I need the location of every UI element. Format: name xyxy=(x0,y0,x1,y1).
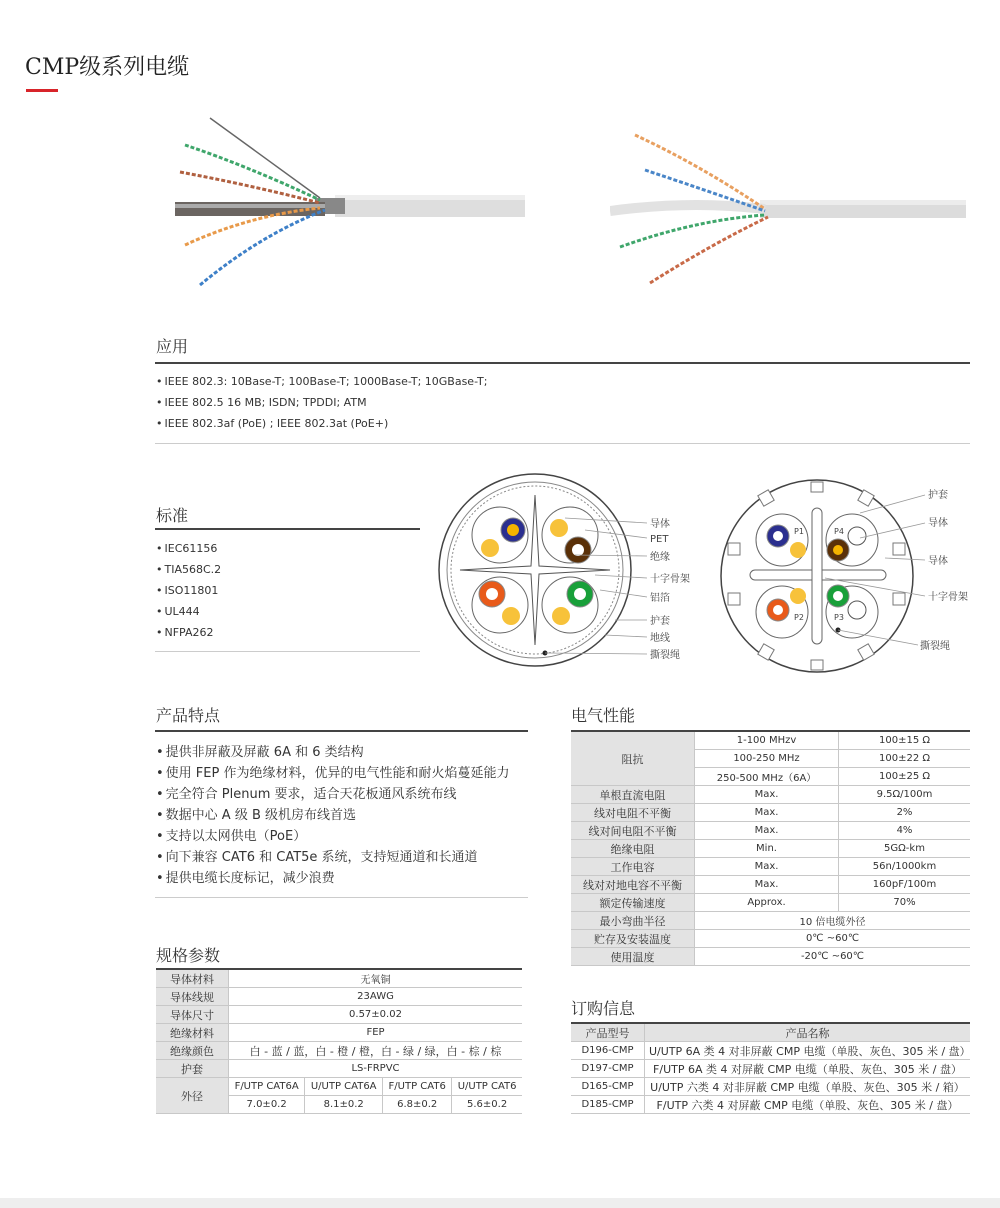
od-value: 5.6±0.2 xyxy=(452,1096,522,1114)
list-item: • IEEE 802.3: 10Base-T; 100Base-T; 1000Base-T; 10GBase-T; xyxy=(156,371,487,392)
list-item: • UL444 xyxy=(156,601,221,622)
spec-value: FEP xyxy=(229,1024,523,1042)
ordering-title: 订购信息 xyxy=(571,999,636,1018)
od-type: U/UTP CAT6 xyxy=(452,1078,522,1096)
diagram-label: 导体 xyxy=(928,518,948,529)
ordering-name: U/UTP 6A 类 4 对非屏蔽 CMP 电缆（单股、灰色、305 米 / 盘） xyxy=(645,1042,971,1060)
diagram-label: 撕裂绳 xyxy=(650,650,680,661)
standards-bottom-rule xyxy=(155,651,420,652)
ordering-model: D165-CMP xyxy=(571,1078,645,1096)
diagram-label: 导体 xyxy=(928,556,948,567)
electrical-qualifier: Max. xyxy=(695,786,839,804)
electrical-value: 2% xyxy=(839,804,971,822)
ordering-name: U/UTP 六类 4 对非屏蔽 CMP 电缆（单股、灰色、305 米 / 箱） xyxy=(645,1078,971,1096)
pair-label: P1 xyxy=(794,527,804,536)
table-row xyxy=(571,1096,970,1114)
table-row xyxy=(571,1060,970,1078)
electrical-title: 电气性能 xyxy=(571,706,636,725)
features-title: 产品特点 xyxy=(156,706,221,725)
pair-label: P4 xyxy=(834,527,844,536)
application-rule xyxy=(155,362,970,364)
shielded-cable-image xyxy=(165,110,530,295)
list-item: • 数据中心 A 级 B 级机房布线首选 xyxy=(156,805,509,826)
electrical-value: 5GΩ-km xyxy=(839,840,971,858)
spec-value: 23AWG xyxy=(229,988,523,1006)
spec-value: 白 - 蓝 / 蓝，白 - 橙 / 橙，白 - 绿 / 绿，白 - 棕 / 棕 xyxy=(229,1042,523,1060)
list-item: • 提供电缆长度标记，减少浪费 xyxy=(156,868,509,889)
electrical-value: 10 倍电缆外径 xyxy=(695,912,971,930)
list-item: • ISO11801 xyxy=(156,580,221,601)
shielded-cross-section-diagram xyxy=(435,470,695,675)
spec-label: 导体线规 xyxy=(156,988,229,1006)
features-bottom-rule xyxy=(155,897,528,898)
list-item: • NFPA262 xyxy=(156,622,221,643)
pair-label: P2 xyxy=(794,613,804,622)
standards-title: 标准 xyxy=(156,506,189,525)
od-value: 6.8±0.2 xyxy=(383,1096,452,1114)
spec-value: LS-FRPVC xyxy=(229,1060,523,1078)
ordering-model: D185-CMP xyxy=(571,1096,645,1114)
electrical-label: 阻抗 xyxy=(571,731,695,786)
diagram-label: 撕裂绳 xyxy=(920,641,950,652)
electrical-value: 160pF/100m xyxy=(839,876,971,894)
electrical-qualifier: Max. xyxy=(695,804,839,822)
spec-label: 护套 xyxy=(156,1060,229,1078)
specs-title: 规格参数 xyxy=(156,946,221,965)
spec-value: 0.57±0.02 xyxy=(229,1006,523,1024)
unshielded-cable-image xyxy=(610,125,970,285)
title-underline xyxy=(26,89,58,92)
ordering-table xyxy=(571,1022,970,1114)
list-item: • 使用 FEP 作为绝缘材料，优异的电气性能和耐火焰蔓延能力 xyxy=(156,763,509,784)
list-item: • IEEE 802.3af (PoE) ; IEEE 802.3at (PoE+) xyxy=(156,413,487,434)
diagram-label: 十字骨架 xyxy=(928,592,968,603)
list-item: • 支持以太网供电（PoE） xyxy=(156,826,509,847)
electrical-label: 线对间电阻不平衡 xyxy=(571,822,695,840)
electrical-value: 0℃ ~60℃ xyxy=(695,930,971,948)
od-value: 7.0±0.2 xyxy=(229,1096,305,1114)
diagram-label: 绝缘 xyxy=(650,552,670,563)
ordering-name: F/UTP 6A 类 4 对屏蔽 CMP 电缆（单股、灰色、305 米 / 盘） xyxy=(645,1060,971,1078)
specs-table xyxy=(156,968,522,1114)
electrical-label: 贮存及安装温度 xyxy=(571,930,695,948)
diagram-label: 十字骨架 xyxy=(650,574,690,585)
electrical-value: 70% xyxy=(839,894,971,912)
diagram-label: 护套 xyxy=(928,490,948,501)
spec-label: 外径 xyxy=(156,1078,229,1114)
electrical-label: 单根直流电阻 xyxy=(571,786,695,804)
spec-label: 导体材料 xyxy=(156,969,229,988)
ordering-header: 产品名称 xyxy=(645,1023,971,1042)
application-title: 应用 xyxy=(156,337,189,356)
od-type: U/UTP CAT6A xyxy=(305,1078,383,1096)
page-title: CMP级系列电缆 xyxy=(25,55,190,80)
unshielded-cross-section-diagram xyxy=(720,478,995,678)
electrical-qualifier: Min. xyxy=(695,840,839,858)
electrical-qualifier: 100-250 MHz xyxy=(695,750,839,768)
electrical-label: 额定传输速度 xyxy=(571,894,695,912)
standards-rule xyxy=(155,528,420,530)
electrical-value: -20℃ ~60℃ xyxy=(695,948,971,966)
electrical-value: 4% xyxy=(839,822,971,840)
ordering-model: D196-CMP xyxy=(571,1042,645,1060)
electrical-label: 线对电阻不平衡 xyxy=(571,804,695,822)
features-list xyxy=(156,742,509,889)
list-item: • IEC61156 xyxy=(156,538,221,559)
list-item: • 向下兼容 CAT6 和 CAT5e 系统，支持短通道和长通道 xyxy=(156,847,509,868)
electrical-qualifier: Max. xyxy=(695,876,839,894)
ordering-header: 产品型号 xyxy=(571,1023,645,1042)
spec-label: 导体尺寸 xyxy=(156,1006,229,1024)
electrical-label: 工作电容 xyxy=(571,858,695,876)
electrical-qualifier: 1-100 MHzv xyxy=(695,731,839,750)
electrical-value: 9.5Ω/100m xyxy=(839,786,971,804)
electrical-qualifier: Max. xyxy=(695,858,839,876)
features-rule xyxy=(155,730,528,732)
electrical-label: 线对对地电容不平衡 xyxy=(571,876,695,894)
diagram-label: 铝箔 xyxy=(650,593,670,604)
diagram-label: 地线 xyxy=(650,633,670,644)
electrical-label: 使用温度 xyxy=(571,948,695,966)
electrical-value: 100±22 Ω xyxy=(839,750,971,768)
electrical-qualifier: Approx. xyxy=(695,894,839,912)
diagram-label: 护套 xyxy=(650,616,670,627)
electrical-label: 最小弯曲半径 xyxy=(571,912,695,930)
od-type: F/UTP CAT6 xyxy=(383,1078,452,1096)
spec-label: 绝缘材料 xyxy=(156,1024,229,1042)
list-item: • TIA568C.2 xyxy=(156,559,221,580)
electrical-table xyxy=(571,730,970,966)
list-item: • 提供非屏蔽及屏蔽 6A 和 6 类结构 xyxy=(156,742,509,763)
diagram-label: 导体 xyxy=(650,519,670,530)
spec-value: 无氧铜 xyxy=(229,969,523,988)
diagram-label: PET xyxy=(650,534,669,545)
spec-label: 绝缘颜色 xyxy=(156,1042,229,1060)
od-type: F/UTP CAT6A xyxy=(229,1078,305,1096)
table-row xyxy=(571,1078,970,1096)
electrical-qualifier: 250-500 MHz（6A） xyxy=(695,768,839,786)
electrical-label: 绝缘电阻 xyxy=(571,840,695,858)
ordering-model: D197-CMP xyxy=(571,1060,645,1078)
table-row xyxy=(571,1042,970,1060)
footer-bar xyxy=(0,1198,1000,1208)
standards-list xyxy=(156,538,221,643)
electrical-value: 100±25 Ω xyxy=(839,768,971,786)
pair-label: P3 xyxy=(834,613,844,622)
application-list xyxy=(156,371,487,434)
electrical-value: 100±15 Ω xyxy=(839,731,971,750)
ordering-name: F/UTP 六类 4 对屏蔽 CMP 电缆（单股、灰色、305 米 / 盘） xyxy=(645,1096,971,1114)
list-item: • 完全符合 Plenum 要求，适合天花板通风系统布线 xyxy=(156,784,509,805)
electrical-qualifier: Max. xyxy=(695,822,839,840)
list-item: • IEEE 802.5 16 MB; ISDN; TPDDI; ATM xyxy=(156,392,487,413)
od-value: 8.1±0.2 xyxy=(305,1096,383,1114)
application-bottom-rule xyxy=(155,443,970,444)
electrical-value: 56n/1000km xyxy=(839,858,971,876)
